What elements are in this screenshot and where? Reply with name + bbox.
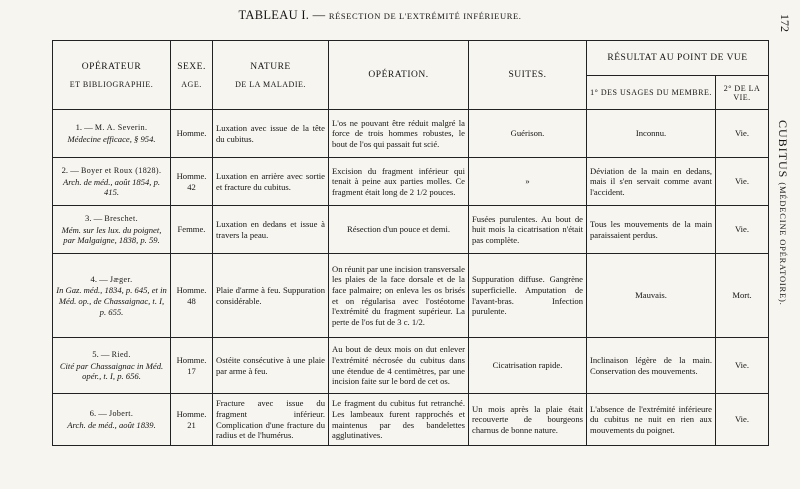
- resection-table: [52, 40, 769, 446]
- case-number: 6. —: [89, 408, 107, 419]
- nature-cell: Ostéite consécutive à une plaie par arme à feu.: [213, 338, 329, 394]
- bibliography-ref: In Gaz. méd., 1834, p. 645, et in Méd. op., de Chassaignac, t. I, p. 655.: [56, 285, 167, 317]
- suites-cell: »: [469, 158, 587, 206]
- age-value: 42: [187, 181, 196, 192]
- operation-cell: Le fragment du cubitus fut retranché. Les lambeaux furent rapprochés et maintenus par des bandelettes agglutinatives.: [329, 394, 469, 446]
- side-title: CUBITUS: [776, 120, 790, 179]
- suites-cell: Guérison.: [469, 110, 587, 158]
- operator-cell: [53, 206, 171, 254]
- operation-cell: On réunit par une incision transversale les plaies de la face dorsale et de la face palmaire; on enleva les os brisés et on régularisa avec l'ostéotome l'extrémité du fragment supérieur. La perte de l'os fut de 3 c. 1/2.: [329, 254, 469, 338]
- side-subtitle: (MÉDECINE OPÉRATOIRE).: [778, 182, 788, 306]
- operation-cell: Excision du fragment inférieur qui tenait à peine aux parties molles. Ce fragment était long de 2 1/2 pouces.: [329, 158, 469, 206]
- header-result-usage: 1° DES USAGES DU MEMBRE.: [587, 76, 716, 110]
- bibliography-ref: Arch. de méd., août 1839.: [67, 420, 156, 430]
- table-row: [53, 158, 769, 206]
- bibliography-ref: Arch. de méd., août 1854, p. 415.: [62, 176, 161, 198]
- suites-cell: Suppuration diffuse. Gangrène superficielle. Amputation de l'avant-bras. Infection purulente.: [469, 254, 587, 338]
- sex-cell: Femme.: [171, 206, 213, 254]
- table-row: [53, 254, 769, 338]
- usage-cell: Tous les mouvements de la main paraissaient perdus.: [587, 206, 716, 254]
- title-subtitle: RÉSECTION DE L'EXTRÉMITÉ INFÉRIEURE.: [328, 11, 522, 21]
- header-operator-sub: ET BIBLIOGRAPHIE.: [69, 79, 154, 89]
- page-title: [0, 8, 760, 23]
- case-number: 1. —: [75, 122, 93, 133]
- usage-cell: Inconnu.: [587, 110, 716, 158]
- title-main: TABLEAU I. —: [238, 8, 329, 22]
- suites-cell: Cicatrisation rapide.: [469, 338, 587, 394]
- sex-cell: Homme. 42: [171, 158, 213, 206]
- suites-cell: Fusées purulentes. Au bout de huit mois la cicatrisation n'était pas complète.: [469, 206, 587, 254]
- table-row: [53, 394, 769, 446]
- life-cell: Vie.: [716, 158, 769, 206]
- operator-name: Ried.: [111, 350, 131, 360]
- nature-cell: Luxation en dedans et issue à travers la peau.: [213, 206, 329, 254]
- sex-cell: Homme.: [171, 110, 213, 158]
- sex-cell: Homme. 48: [171, 254, 213, 338]
- age-value: 21: [187, 419, 196, 430]
- operator-cell: [53, 158, 171, 206]
- bibliography-ref: Cité par Chassaignac in Méd. opér., t. I, p. 656.: [59, 360, 164, 382]
- life-cell: Vie.: [716, 206, 769, 254]
- operator-name: M. A. Severin.: [94, 123, 148, 133]
- header-result: RÉSULTAT AU POINT DE VUE: [587, 41, 769, 76]
- header-suites: SUITES.: [469, 41, 587, 110]
- nature-cell: Luxation en arrière avec sortie et fracture du cubitus.: [213, 158, 329, 206]
- usage-cell: Mauvais.: [587, 254, 716, 338]
- header-age: AGE.: [181, 79, 202, 89]
- page-number: 172: [778, 14, 792, 32]
- age-value: 48: [187, 295, 196, 306]
- operator-name: Jæger.: [109, 274, 133, 284]
- bibliography-ref: Médecine efficace, § 954.: [67, 134, 156, 144]
- case-number: 4. —: [90, 273, 108, 284]
- nature-cell: Luxation avec issue de la tête du cubitus.: [213, 110, 329, 158]
- usage-cell: Déviation de la main en dedans, mais il s'en servait comme avant l'accident.: [587, 158, 716, 206]
- nature-cell: Fracture avec issue du fragment inférieur. Complication d'une fracture du radius et de l'humérus.: [213, 394, 329, 446]
- bibliography-ref: Mém. sur les lux. du poignet, par Malgaigne, 1838, p. 59.: [61, 224, 162, 246]
- operator-cell: [53, 338, 171, 394]
- case-number: 5. —: [92, 349, 110, 360]
- operator-name: Boyer et Roux (1828).: [80, 166, 162, 176]
- header-result-life: 2° DE LA VIE.: [716, 76, 769, 110]
- life-cell: Vie.: [716, 110, 769, 158]
- operator-cell: [53, 394, 171, 446]
- life-cell: Vie.: [716, 338, 769, 394]
- operation-cell: Résection d'un pouce et demi.: [329, 206, 469, 254]
- operator-name: Breschet.: [104, 214, 138, 224]
- table-row: [53, 338, 769, 394]
- table-row: [53, 206, 769, 254]
- usage-cell: L'absence de l'extrémité inférieure du cubitus ne nuit en rien aux mouvements du poignet.: [587, 394, 716, 446]
- side-heading: [775, 120, 790, 306]
- operator-cell: [53, 254, 171, 338]
- age-value: 17: [187, 365, 196, 376]
- life-cell: Vie.: [716, 394, 769, 446]
- nature-cell: Plaie d'arme à feu. Suppuration considérable.: [213, 254, 329, 338]
- case-number: 3. —: [85, 213, 103, 224]
- header-nature-sub: DE LA MALADIE.: [235, 79, 306, 89]
- header-operation: OPÉRATION.: [329, 41, 469, 110]
- header-sex: SEXE. AGE.: [171, 41, 213, 110]
- operator-name: Jobert.: [108, 409, 134, 419]
- operator-cell: [53, 110, 171, 158]
- sex-cell: Homme. 17: [171, 338, 213, 394]
- operation-cell: L'os ne pouvant être réduit malgré la force de trois hommes robustes, le bout de l'os qui passait fut scié.: [329, 110, 469, 158]
- life-cell: Mort.: [716, 254, 769, 338]
- header-nature: NATURE DE LA MALADIE.: [213, 41, 329, 110]
- case-number: 2. —: [61, 165, 79, 176]
- operation-cell: Au bout de deux mois on dut enlever l'extrémité nécrosée du cubitus dans une étendue de 4 centimètres, par une incision faite sur le bord de cet os.: [329, 338, 469, 394]
- suites-cell: Un mois après la plaie était recouverte de bourgeons charnus de bonne nature.: [469, 394, 587, 446]
- usage-cell: Inclinaison légère de la main. Conservation des mouvements.: [587, 338, 716, 394]
- header-operator: OPÉRATEUR ET BIBLIOGRAPHIE.: [53, 41, 171, 110]
- sex-cell: Homme. 21: [171, 394, 213, 446]
- table-row: [53, 110, 769, 158]
